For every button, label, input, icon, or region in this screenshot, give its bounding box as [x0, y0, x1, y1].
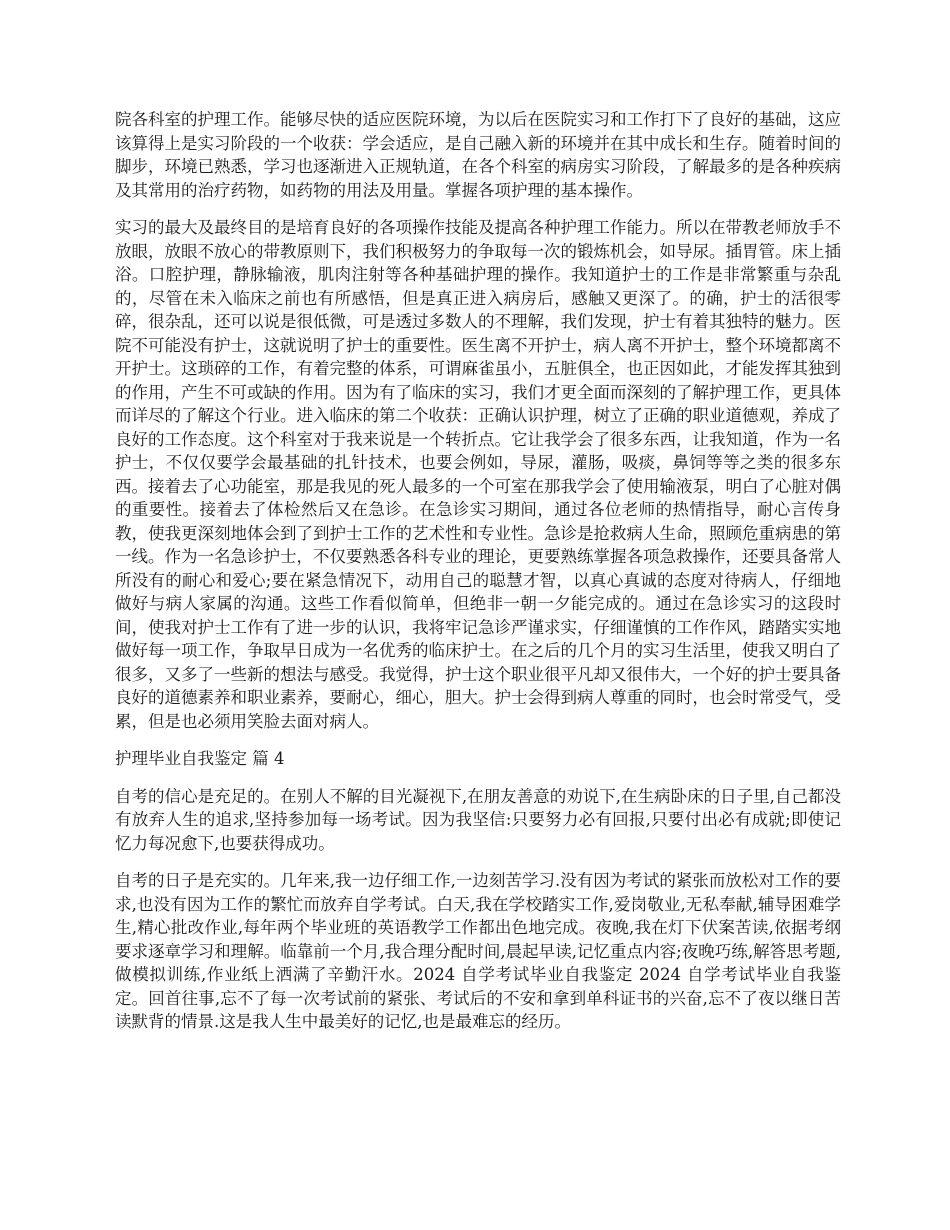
body-paragraph-2: 实习的最大及最终目的是培育良好的各项操作技能及提高各种护理工作能力。所以在带教老师放手不放眼，放眼不放心的带教原则下，我们积极努力的争取每一次的锻炼机会，如导尿。插胃管。床上插浴。口腔护理，静脉输液，肌肉注射等各种基础护理的操作。我知道护士的工作是非常繁重与杂乱的，尽管在未入临床之前也有所感悟，但是真正进入病房后，感触又更深了。的确，护士的活很零碎，很杂乱，还可以说是很低微，可是透过多数人的不理解，我们发现，护士有着其独特的魅力。医院不可能没有护士，这就说明了护士的重要性。医生离不开护士，病人离不开护士，整个环境都离不开护士。这琐碎的工作，有着完整的体系，可谓麻雀虽小，五脏俱全，也正因如此，才能发挥其独到的作用，产生不可或缺的作用。因为有了临床的实习，我们才更全面而深刻的了解护理工作，更具体而详尽的了解这个行业。进入临床的第二个收获：正确认识护理，树立了正确的职业道德观，养成了良好的工作态度。这个科室对于我来说是一个转折点。它让我学会了很多东西，让我知道，作为一名护士，不仅仅要学会最基础的扎针技术，也要会例如，导尿，灌肠，吸痰，鼻饲等等之类的很多东西。接着去了心功能室，那是我见的死人最多的一个可室在那我学会了使用输液泵，明白了心脏对偶的重要性。接着去了体检然后又在急诊。在急诊实习期间，通过各位老师的热情指导，耐心言传身教，使我更深刻地体会到了到护士工作的艺术性和专业性。急诊是抢救病人生命，照顾危重病患的第一线。作为一名急诊护士，不仅要熟悉各科专业的理论，更要熟练掌握各项急救操作，还要具备常人所没有的耐心和爱心;要在紧急情况下，动用自己的聪慧才智，以真心真诚的态度对待病人，仔细地做好与病人家属的沟通。这些工作看似简单，但绝非一朝一夕能完成的。通过在急诊实习的这段时间，使我对护士工作有了进一步的认识，我将牢记急诊严谨求实，仔细谨慎的工作作风，踏踏实实地做好每一项工作，争取早日成为一名优秀的临床护士。在之后的几个月的实习生活里，使我又明白了很多，又多了一些新的想法与感受。我觉得，护士这个职业很平凡却又很伟大，一个好的护士要具备良好的道德素养和职业素养，要耐心，细心，胆大。护士会得到病人尊重的同时，也会时常受气，受累，但是也必须用笑脸去面对病人。: [115, 218, 841, 731]
body-paragraph-1: 院各科室的护理工作。能够尽快的适应医院环境，为以后在医院实习和工作打下了良好的基础，这应该算得上是实习阶段的一个收获：学会适应，是自己融入新的环境并在其中成长和生存。随着时间的脚步，环境已熟悉，学习也逐渐进入正规轨道，在各个科室的病房实习阶段，了解最多的是各种疾病及其常用的治疗药物，如药物的用法及用量。掌握各项护理的基本操作。: [115, 110, 841, 200]
document-page: [115, 108, 841, 1048]
section-paragraph-1: 自考的信心是充足的。在别人不解的目光凝视下,在朋友善意的劝说下,在生病卧床的日子里,自己都没有放弃人生的追求,坚持参加每一场考试。因为我坚信:只要努力必有回报,只要付出必有成就;即使记忆力每况愈下,也要获得成功。: [115, 786, 841, 853]
section-heading: 护理毕业自我鉴定 篇 4: [115, 749, 285, 768]
section-paragraph-2: 自考的日子是充实的。几年来,我一边仔细工作,一边刻苦学习.没有因为考试的紧张而放松对工作的要求,也没有因为工作的繁忙而放弃自学考试。白天,我在学校踏实工作,爱岗敬业,无私奉献,辅导困难学生,精心批改作业,每年两个毕业班的英语教学工作都出色地完成。夜晚,我在灯下伏案苦读,依据考纲要求逐章学习和理解。临靠前一个月,我合理分配时间,晨起早读,记忆重点内容;夜晚巧练,解答思考题,做模拟训练,作业纸上洒满了辛勤汗水。2024 自学考试毕业自我鉴定 2024 自学考试毕业自我鉴定。回首往事,忘不了每一次考试前的紧张、考试后的不安和拿到单科证书的兴奋,忘不了夜以继日苦读默背的情景.这是我人生中最美好的记忆,也是最难忘的经历。: [115, 871, 841, 1031]
